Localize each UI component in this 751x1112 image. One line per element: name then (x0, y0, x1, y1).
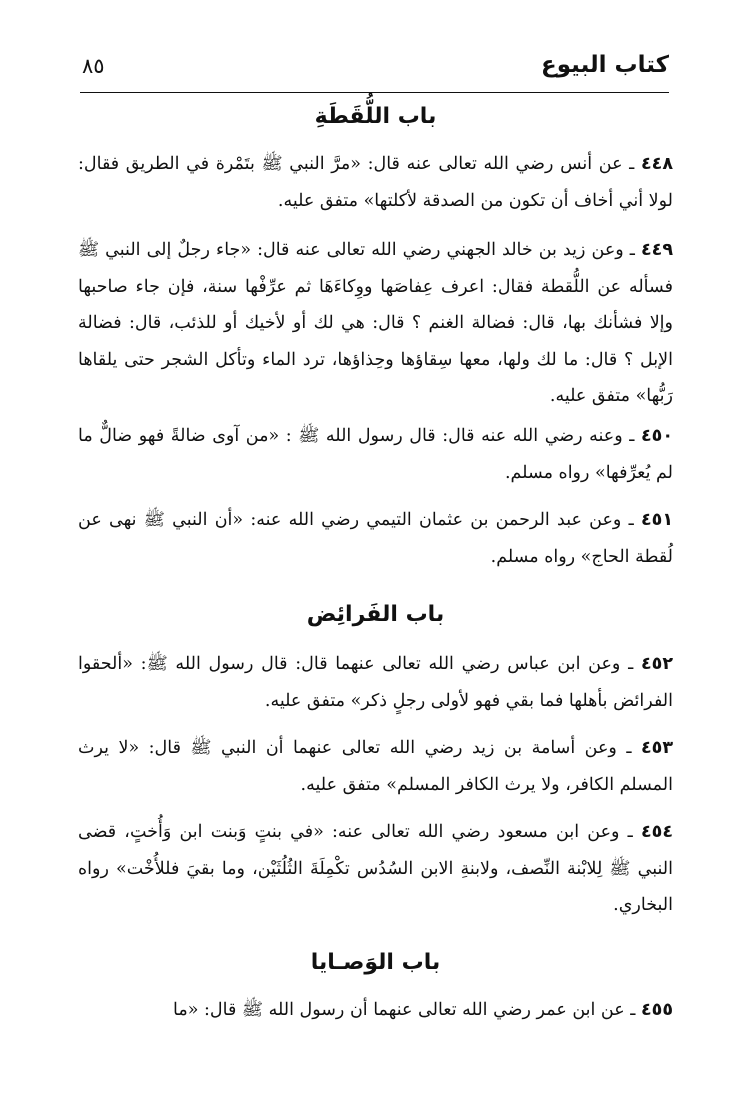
hadith-paragraph (78, 730, 673, 803)
chapter-heading-luqata: باب اللُّقَطَةِ (314, 104, 437, 129)
book-title: كتاب البيوع (541, 52, 669, 78)
hadith-text: ـ عن أنس رضي الله تعالى عنه قال: «مرَّ النبي ﷺ بتَمْرة في الطريق فقال: لولا أني أخاف أن تكون من الصدقة لأكلتها» متفق عليه. (78, 154, 673, 211)
hadith-number: ٤٥٠ (640, 426, 673, 446)
hadith-text: ـ وعن ابن مسعود رضي الله تعالى عنه: «في بنتٍ وَبنت ابن وَأُختٍ، قضى النبي ﷺ لِلابْنة النِّصف، ولابنةِ الابن السُدُس تكْمِلَةَ الثُلُثَيْن، وما بقيَ فللأُخْت» رواه البخاري. (78, 822, 673, 915)
chapter-heading-wasaya: باب الوَصـايا (310, 950, 441, 975)
hadith-paragraph (78, 646, 673, 719)
hadith-text: ـ وعن زيد بن خالد الجهني رضي الله تعالى عنه قال: «جاء رجلٌ إلى النبي ﷺ فسأله عن اللُّقطة فقال: اعرف عِفاصَها ووِكاءَهَا ثم عرِّفْها سنة، فإن جاء صاحبها وإلا فشأنك بها، قال: فضالة الغنم ؟ قال: هي لك أو لأخيك أو للذئب، قال: فضالة الإبل ؟ قال: ما لك ولها، معها سِقاؤها وحِذاؤها، ترد الماء وتأكل الشجر حتى يلقاها رَبُّها» متفق عليه. (78, 240, 673, 406)
hadith-text: ـ وعن ابن عباس رضي الله تعالى عنهما قال: قال رسول الله ﷺ: «ألحقوا الفرائض بأهلها فما بقي فهو لأولى رجلٍ ذكر» متفق عليه. (78, 654, 673, 711)
hadith-number: ٤٤٨ (640, 154, 673, 174)
chapter-heading-faraid: باب الفَرائِض (306, 602, 445, 627)
hadith-number: ٤٥٤ (640, 822, 673, 842)
hadith-number: ٤٥٥ (640, 1000, 673, 1020)
hadith-text: ـ وعن أسامة بن زيد رضي الله تعالى عنهما أن النبي ﷺ قال: «لا يرث المسلم الكافر، ولا يرث الكافر المسلم» متفق عليه. (78, 738, 673, 795)
hadith-number: ٤٤٩ (640, 240, 673, 260)
hadith-text: ـ وعنه رضي الله عنه قال: قال رسول الله ﷺ : «من آوى ضالةً فهو ضالٌّ ما لم يُعرِّفها» رواه مسلم. (78, 426, 673, 483)
hadith-number: ٤٥١ (640, 510, 673, 530)
hadith-paragraph (78, 418, 673, 491)
hadith-text: ـ عن ابن عمر رضي الله تعالى عنهما أن رسول الله ﷺ قال: «ما (173, 1000, 641, 1020)
hadith-paragraph (78, 502, 673, 575)
hadith-number: ٤٥٣ (640, 738, 673, 758)
hadith-paragraph (78, 814, 673, 924)
hadith-paragraph (78, 146, 673, 219)
hadith-paragraph (78, 992, 673, 1029)
hadith-paragraph (78, 232, 673, 415)
page-number: ٨٥ (82, 54, 105, 78)
running-header (80, 52, 669, 93)
hadith-text: ـ وعن عبد الرحمن بن عثمان التيمي رضي الله عنه: «أن النبي ﷺ نهى عن لُقطة الحاج» رواه مسلم. (78, 510, 673, 567)
hadith-number: ٤٥٢ (640, 654, 673, 674)
